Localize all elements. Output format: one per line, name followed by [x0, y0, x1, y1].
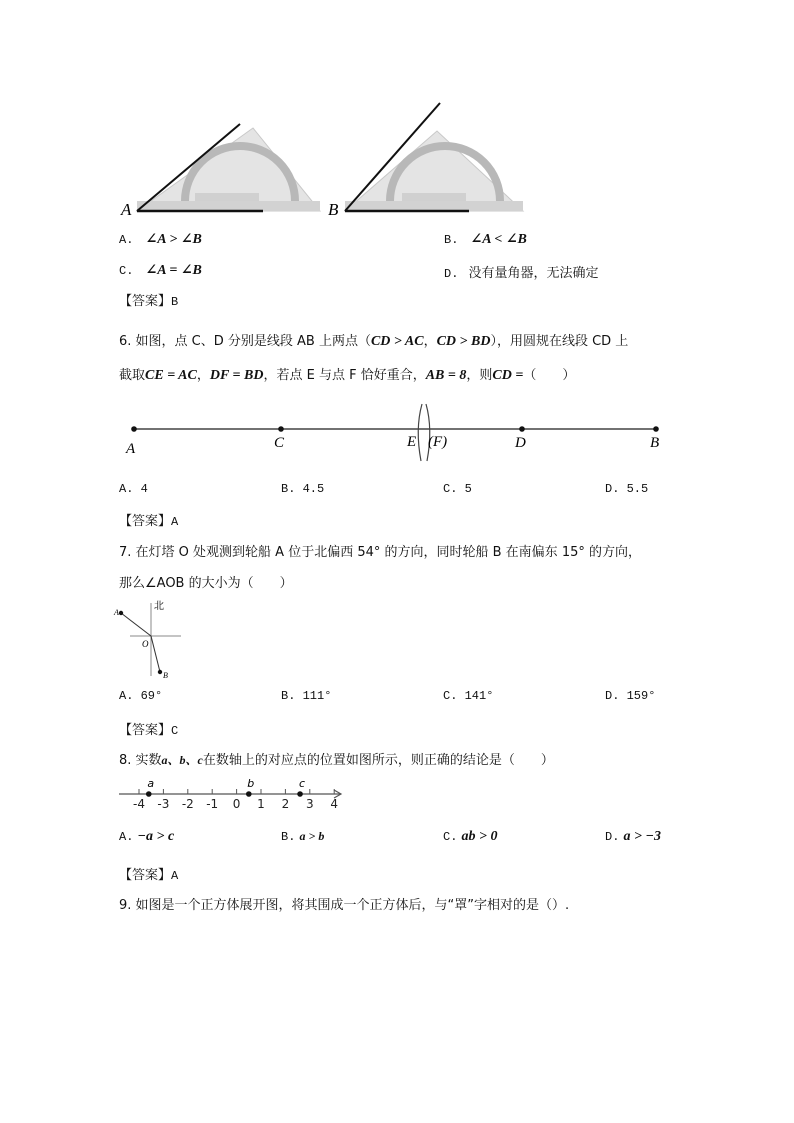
set-square-left — [137, 124, 320, 211]
q7-option-d[interactable]: D. 159° — [605, 689, 656, 703]
bearing-figure — [115, 598, 200, 684]
label-o: O — [142, 639, 149, 649]
q8-option-c[interactable]: C. ab > 0 — [443, 829, 498, 844]
q5-option-a[interactable]: A. ∠A > ∠B — [119, 232, 202, 247]
label-north: 北 — [154, 601, 164, 612]
tick-label: 2 — [281, 797, 290, 811]
tick-label: 1 — [257, 797, 265, 811]
tick-label: -1 — [206, 797, 219, 811]
q8-stem: 8. 实数a、b、c在数轴上的对应点的位置如图所示，则正确的结论是（ ） — [119, 753, 554, 768]
q8-answer: 【答案】A — [119, 868, 179, 883]
point-a — [146, 791, 152, 797]
set-square-figure — [115, 98, 535, 220]
q6-option-c[interactable]: C. 5 — [443, 482, 472, 496]
tick-label: -3 — [157, 797, 170, 811]
q7-option-b[interactable]: B. 111° — [281, 689, 332, 703]
tick-label: 4 — [330, 797, 339, 811]
label-a: A — [126, 441, 136, 457]
point-c — [278, 426, 284, 432]
point-label-c: c — [299, 777, 306, 790]
point-a — [119, 611, 123, 615]
number-line-figure — [115, 772, 350, 814]
tick-label: -2 — [181, 797, 194, 811]
q6-option-b[interactable]: B. 4.5 — [281, 482, 325, 496]
label-b: B — [650, 435, 660, 451]
tick-label: -4 — [133, 797, 145, 811]
q6-option-d[interactable]: D. 5.5 — [605, 482, 649, 496]
q5-answer: 【答案】B — [119, 294, 179, 309]
q7-stem-line2: 那么∠AOB 的大小为（ ） — [119, 576, 293, 591]
q9-stem: 9. 如图是一个正方体展开图，将其围成一个正方体后，与“罩”字相对的是（）. — [119, 898, 570, 913]
arc-left — [418, 404, 422, 461]
q5-option-c[interactable]: C. ∠A = ∠B — [119, 263, 202, 278]
label-b: B — [163, 671, 168, 680]
q7-stem-line1: 7. 在灯塔 O 处观测到轮船 A 位于北偏西 54° 的方向，同时轮船 B 在南偏东 15° 的方向， — [119, 545, 641, 560]
ray-oa — [121, 613, 151, 636]
point-a — [131, 426, 137, 432]
label-a: A — [121, 200, 132, 219]
arc-right — [426, 404, 430, 461]
label-b: B — [328, 200, 339, 219]
segment-figure — [115, 398, 675, 466]
point-label-a: a — [147, 777, 155, 790]
ray-ob — [151, 636, 160, 672]
q6-answer: 【答案】A — [119, 514, 179, 529]
q7-answer: 【答案】C — [119, 723, 179, 738]
tick-label: 3 — [305, 797, 314, 811]
q8-option-d[interactable]: D. a > −3 — [605, 829, 662, 844]
point-b — [653, 426, 659, 432]
q6-stem-line1: 6. 如图，点 C、D 分别是线段 AB 上两点（CD > AC，CD > BD），用圆规在线段 CD 上 — [119, 334, 629, 349]
point-b — [246, 791, 252, 797]
q5-option-d[interactable]: D. 没有量角器，无法确定 — [444, 266, 599, 281]
q7-option-c[interactable]: C. 141° — [443, 689, 494, 703]
tick-label: 0 — [232, 797, 241, 811]
label-a: A — [114, 608, 119, 617]
q8-option-b[interactable]: B. a > b — [281, 829, 325, 844]
label-f: (F) — [428, 434, 448, 450]
point-b — [158, 670, 162, 674]
q6-option-a[interactable]: A. 4 — [119, 482, 148, 496]
set-square-right — [345, 103, 523, 211]
label-c: C — [274, 435, 285, 451]
q5-option-b[interactable]: B. ∠A < ∠B — [444, 232, 527, 247]
label-d: D — [515, 435, 526, 451]
point-label-b: b — [247, 777, 255, 790]
point-d — [519, 426, 525, 432]
q7-option-a[interactable]: A. 69° — [119, 689, 163, 703]
label-e: E — [407, 434, 417, 450]
q6-stem-line2: 截取CE = AC，DF = BD，若点 E 与点 F 恰好重合，AB = 8，则CD =（ ） — [119, 368, 576, 383]
point-c — [297, 791, 303, 797]
q8-option-a[interactable]: A. −a > c — [119, 829, 175, 844]
